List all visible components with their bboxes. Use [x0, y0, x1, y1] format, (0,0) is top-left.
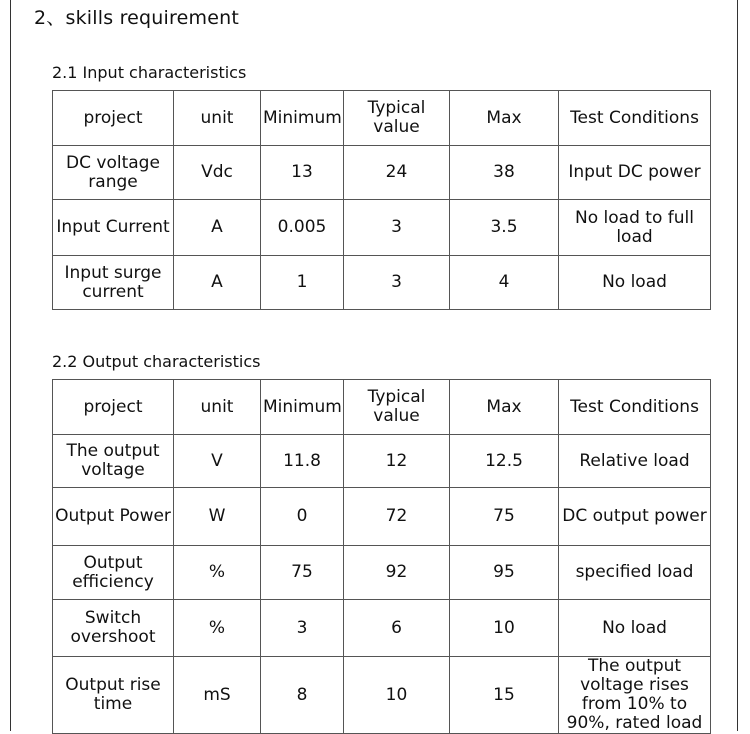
page-border-right — [737, 0, 738, 731]
cell-typical: 6 — [344, 600, 450, 657]
header-max: Max — [450, 380, 559, 435]
cell-test-conditions: specified load — [559, 546, 711, 600]
table-row — [53, 435, 711, 488]
row-label: Output efficiency — [53, 546, 174, 600]
row-label: The output voltage — [53, 435, 174, 488]
cell-typical: 12 — [344, 435, 450, 488]
header-minimum: Minimum — [261, 380, 344, 435]
input-characteristics-title: 2.1 Input characteristics — [52, 63, 247, 82]
input-characteristics-table — [52, 90, 711, 310]
header-minimum: Minimum — [261, 91, 344, 146]
header-unit: unit — [174, 91, 261, 146]
header-project: project — [53, 91, 174, 146]
cell-unit: mS — [174, 657, 261, 734]
cell-typical: 24 — [344, 146, 450, 200]
cell-unit: Vdc — [174, 146, 261, 200]
cell-typical: 72 — [344, 488, 450, 546]
row-label: Input surge current — [53, 256, 174, 310]
cell-test-conditions: DC output power — [559, 488, 711, 546]
table-header-row — [53, 380, 711, 435]
header-typical: Typical value — [344, 91, 450, 146]
row-label: Switch overshoot — [53, 600, 174, 657]
cell-unit: % — [174, 546, 261, 600]
cell-minimum: 1 — [261, 256, 344, 310]
table-row — [53, 600, 711, 657]
cell-minimum: 75 — [261, 546, 344, 600]
cell-typical: 3 — [344, 256, 450, 310]
cell-test-conditions: The output voltage rises from 10% to 90%, rated load — [559, 657, 711, 734]
table-header-row — [53, 91, 711, 146]
cell-unit: V — [174, 435, 261, 488]
row-label: DC voltage range — [53, 146, 174, 200]
cell-typical: 92 — [344, 546, 450, 600]
cell-max: 4 — [450, 256, 559, 310]
table-row — [53, 256, 711, 310]
row-label: Output Power — [53, 488, 174, 546]
cell-minimum: 13 — [261, 146, 344, 200]
header-unit: unit — [174, 380, 261, 435]
cell-typical: 3 — [344, 200, 450, 256]
output-characteristics-title: 2.2 Output characteristics — [52, 352, 261, 371]
section-title: 2、skills requirement — [34, 7, 240, 29]
cell-max: 12.5 — [450, 435, 559, 488]
cell-max: 38 — [450, 146, 559, 200]
page-border-left — [10, 0, 11, 731]
cell-minimum: 3 — [261, 600, 344, 657]
table-row — [53, 146, 711, 200]
cell-max: 75 — [450, 488, 559, 546]
cell-unit: A — [174, 200, 261, 256]
cell-typical: 10 — [344, 657, 450, 734]
cell-unit: W — [174, 488, 261, 546]
cell-test-conditions: Input DC power — [559, 146, 711, 200]
row-label: Input Current — [53, 200, 174, 256]
header-test-conditions: Test Conditions — [559, 380, 711, 435]
header-typical: Typical value — [344, 380, 450, 435]
cell-max: 15 — [450, 657, 559, 734]
row-label: Output rise time — [53, 657, 174, 734]
cell-max: 10 — [450, 600, 559, 657]
cell-test-conditions: No load — [559, 256, 711, 310]
cell-minimum: 8 — [261, 657, 344, 734]
table-row — [53, 657, 711, 734]
cell-test-conditions: No load — [559, 600, 711, 657]
cell-unit: % — [174, 600, 261, 657]
header-project: project — [53, 380, 174, 435]
header-test-conditions: Test Conditions — [559, 91, 711, 146]
header-max: Max — [450, 91, 559, 146]
table-row — [53, 200, 711, 256]
cell-minimum: 0.005 — [261, 200, 344, 256]
output-characteristics-table — [52, 379, 711, 734]
cell-minimum: 0 — [261, 488, 344, 546]
cell-test-conditions: No load to full load — [559, 200, 711, 256]
table-row — [53, 488, 711, 546]
cell-test-conditions: Relative load — [559, 435, 711, 488]
table-row — [53, 546, 711, 600]
cell-max: 3.5 — [450, 200, 559, 256]
cell-minimum: 11.8 — [261, 435, 344, 488]
cell-max: 95 — [450, 546, 559, 600]
cell-unit: A — [174, 256, 261, 310]
